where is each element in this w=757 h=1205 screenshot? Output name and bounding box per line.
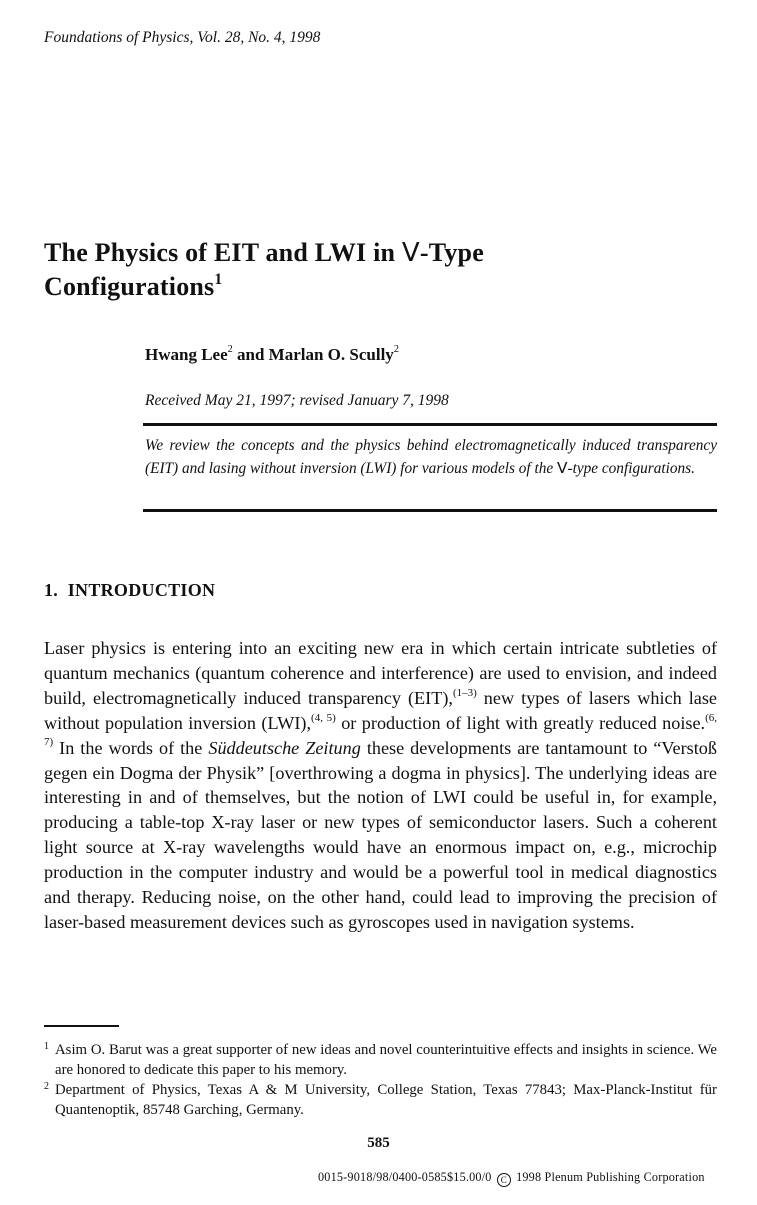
footnote-2-text: Department of Physics, Texas A & M University, College Station, Texas 77843; Max-Planck-Institut für Quantenoptik, 85748 Garching, Germany. <box>55 1082 717 1118</box>
journal-citation: Foundations of Physics, Vol. 28, No. 4, 1998 <box>44 29 321 46</box>
author-list <box>145 345 399 365</box>
title-part-1: The Physics of EIT and LWI in <box>44 238 402 267</box>
reference-4-5[interactable]: (4, 5) <box>311 711 336 724</box>
footnote-1-text: Asim O. Barut was a great supporter of new ideas and novel counterintuitive effects and insights in science. We are honored to dedicate this paper to his memory. <box>55 1042 717 1078</box>
author-2: Marlan O. Scully <box>268 345 394 364</box>
body-text-1: Laser physics is entering into an exciting new era in which certain intricate subtleties of quantum mechanics (quantum coherence and interference) are used to envision, and indeed build, electromagnetically induced transparency (EIT), <box>44 638 717 708</box>
title-part-2: -Type Configurations <box>44 238 484 301</box>
copyright-icon: C <box>497 1173 511 1187</box>
author-1-affiliation-mark: 2 <box>227 344 233 356</box>
footnote-1 <box>44 1040 717 1080</box>
footnote-2 <box>44 1080 717 1120</box>
reference-6-7[interactable]: (6, 7) <box>44 711 717 749</box>
author-conjunction: and <box>232 345 269 364</box>
newspaper-name: Süddeutsche Zeitung <box>208 737 361 758</box>
body-text-4: In the words of the <box>53 737 209 758</box>
publication-code: 0015-9018/98/0400-0585$15.00/0 <box>318 1170 492 1184</box>
abstract-v-glyph: V <box>557 459 568 477</box>
footnote-2-mark: 2 <box>44 1081 49 1092</box>
copyright-text: 1998 Plenum Publishing Corporation <box>516 1170 705 1184</box>
section-heading <box>44 580 215 601</box>
title-v-glyph: V <box>401 238 420 268</box>
copyright-line <box>318 1170 705 1187</box>
abstract-text-2: -type configurations. <box>567 460 695 477</box>
author-2-affiliation-mark: 2 <box>393 344 399 356</box>
footnotes <box>44 1040 717 1120</box>
title-footnote-mark: 1 <box>214 270 223 288</box>
author-1: Hwang Lee <box>145 345 228 364</box>
footnote-1-mark: 1 <box>44 1041 49 1052</box>
received-dates: Received May 21, 1997; revised January 7, 1998 <box>145 392 449 409</box>
reference-1-3[interactable]: (1–3) <box>452 686 477 699</box>
body-text-5: these developments are tantamount to “Verstoß gegen ein Dogma der Physik” [overthrowing a dogma in physics]. The underlying ideas are interesting in and of themselves, but the notion of LWI could be useful in, for example, producing a table-top X-ray laser or new types of semiconductor lasers. Such a coherent light source at X-ray wavelengths would have an enormous impact on, e.g., microchip production in the computer industry and would be a powerful tool in medical diagnostics and therapy. Reducing noise, on the other hand, could lead to improving the precision of laser-based measurement devices such as gyroscopes used in navigation systems. <box>44 737 717 932</box>
abstract-bottom-rule <box>143 509 717 512</box>
body-text-2: new types of lasers which lase without population inversion (LWI), <box>44 687 717 733</box>
section-title: INTRODUCTION <box>67 580 216 600</box>
abstract-text-1: We review the concepts and the physics behind electromagnetically induced transparency (EIT) and lasing without inversion (LWI) for various models of the <box>145 437 717 477</box>
introduction-paragraph <box>44 636 717 935</box>
footnote-separator <box>44 1025 119 1027</box>
page-number: 585 <box>367 1135 390 1151</box>
section-number: 1. <box>44 580 59 600</box>
abstract <box>145 435 717 480</box>
body-text-3: or production of light with greatly reduced noise. <box>335 712 706 733</box>
paper-title <box>44 236 664 304</box>
abstract-top-rule <box>143 423 717 426</box>
